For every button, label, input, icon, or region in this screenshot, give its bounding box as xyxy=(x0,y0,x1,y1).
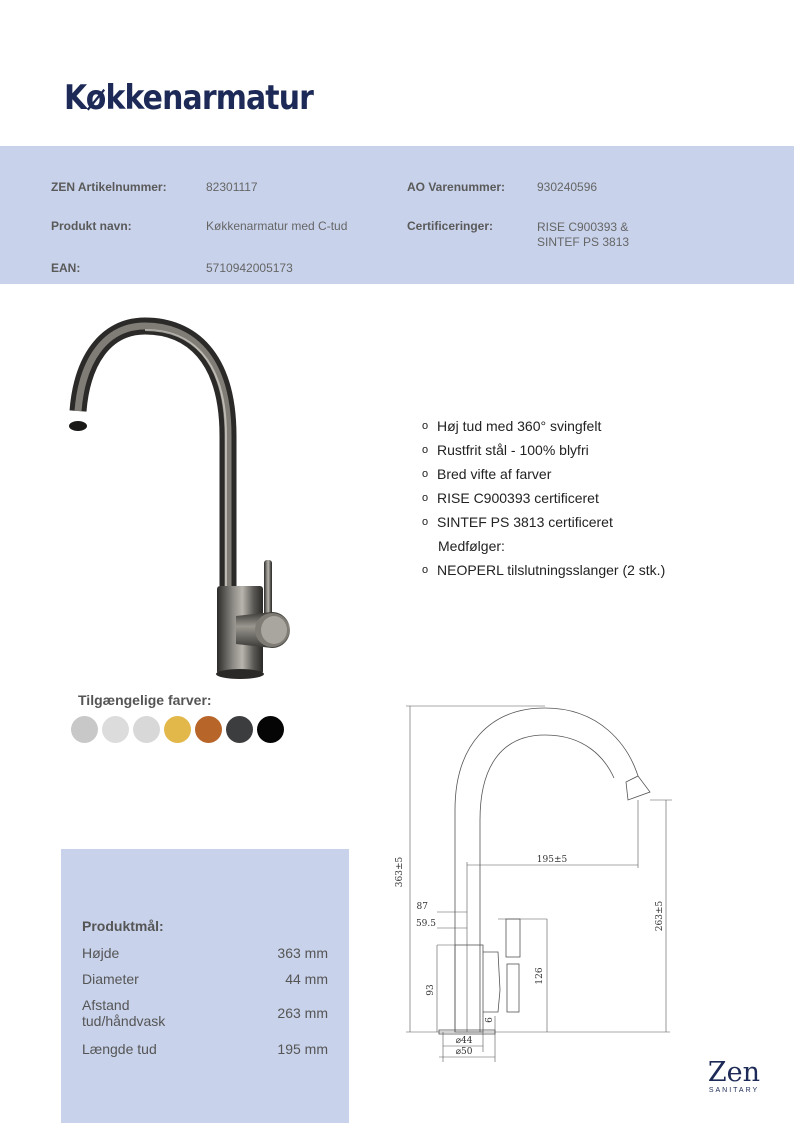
swatch-copper xyxy=(195,716,222,743)
bullet-icon: o xyxy=(422,564,429,576)
bullet-icon: o xyxy=(422,468,429,480)
zen-article-label: ZEN Artikelnummer: xyxy=(51,180,167,194)
swatch-gold xyxy=(164,716,191,743)
available-colors-title: Tilgængelige farver: xyxy=(78,692,212,708)
dim-59-5: 59.5 xyxy=(415,919,436,929)
bullet-icon: o xyxy=(422,516,429,528)
dim-126: 126 xyxy=(535,967,545,985)
product-dimensions-box: Produktmål: Højde 363 mm Diameter 44 mm Afstand tud/håndvask 263 mm Længde tud 195 mm xyxy=(61,849,349,1123)
dimension-row-clearance: Afstand tud/håndvask 263 mm xyxy=(82,997,328,1029)
product-info-band xyxy=(0,146,794,284)
product-name-label: Produkt navn: xyxy=(51,219,132,233)
feature-item: o Rustfrit stål - 100% blyfri xyxy=(422,438,665,462)
bullet-icon: o xyxy=(422,420,429,432)
page-title: Køkkenarmatur xyxy=(64,78,314,118)
ean-label: EAN: xyxy=(51,261,81,275)
feature-item: o SINTEF PS 3813 certificeret xyxy=(422,510,665,534)
dim-87: 87 xyxy=(416,902,428,912)
feature-list xyxy=(422,414,665,582)
feature-item: o Høj tud med 360° svingfelt xyxy=(422,414,665,438)
included-label: Medfølger: xyxy=(438,538,505,554)
certifications-value-1: RISE C900393 & xyxy=(537,220,629,234)
zen-article-value: 82301117 xyxy=(206,180,258,194)
swatch-black xyxy=(257,716,284,743)
dim-6: 6 xyxy=(485,1017,495,1023)
ao-number-label: AO Varenummer: xyxy=(407,180,506,194)
swatch-brushed-steel xyxy=(102,716,129,743)
feature-item: o NEOPERL tilslutningsslanger (2 stk.) xyxy=(422,558,665,582)
dim-diameter-44: ⌀44 xyxy=(455,1036,473,1046)
swatch-chrome xyxy=(71,716,98,743)
bullet-icon: o xyxy=(422,444,429,456)
swatch-white xyxy=(133,716,160,743)
dim-spout-length: 195±5 xyxy=(536,855,568,865)
bullet-icon: o xyxy=(422,492,429,504)
feature-item: o RISE C900393 certificeret xyxy=(422,486,665,510)
dim-total-height: 363±5 xyxy=(395,856,405,888)
dim-diameter-50: ⌀50 xyxy=(455,1047,473,1057)
faucet-product-image xyxy=(60,316,310,686)
dim-spout-clearance: 263±5 xyxy=(655,900,665,932)
feature-item: o Bred vifte af farver xyxy=(422,462,665,486)
certifications-label: Certificeringer: xyxy=(407,219,494,233)
product-name-value: Køkkenarmatur med C-tud xyxy=(206,219,348,233)
ao-number-value: 930240596 xyxy=(537,180,598,194)
dimensions-title: Produktmål: xyxy=(82,918,164,934)
technical-drawing xyxy=(380,690,700,1065)
ean-value: 5710942005173 xyxy=(206,261,293,275)
dim-93: 93 xyxy=(426,984,436,996)
zen-sanitary-logo: Zen SANITARY xyxy=(707,1057,761,1094)
certifications-value-2: SINTEF PS 3813 xyxy=(537,235,630,249)
swatch-gunmetal xyxy=(226,716,253,743)
